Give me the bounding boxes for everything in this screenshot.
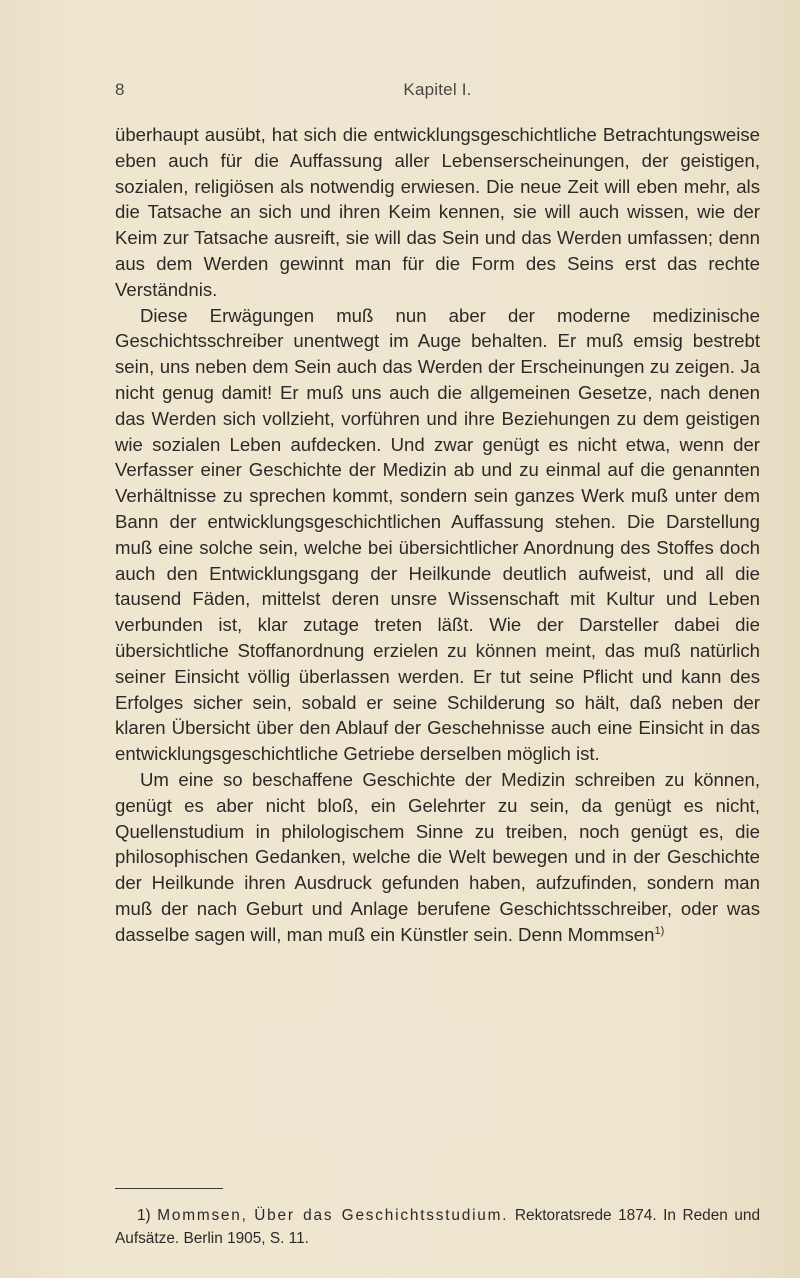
paragraph-3-text: Um eine so beschaffene Geschichte der Medizin schreiben zu können, genügt es aber nicht bloß, ein Gelehrter zu sein, da genügt es nicht, Quellenstudium in philologischem Sinne zu treiben, noch genügt es, die philosophischen Gedanken, welche die Welt bewegen und in der Geschichte der Heilkunde ihren Ausdruck gefunden haben, aufzufinden, sondern man muß der nach Geburt und Anlage berufene Geschichtsschreiber, oder was dasselbe sagen will, man muß ein Künstler sein. Denn Mommsen xyxy=(115,768,760,945)
footnote-marker: 1) xyxy=(137,1207,151,1224)
footnote-rule xyxy=(115,1188,223,1189)
paragraph-2: Diese Erwägungen muß nun aber der moderne medizinische Geschichtsschreiber unentwegt im Auge behalten. Er muß emsig bestrebt sein, uns neben dem Sein auch das Werden der Erscheinungen zu zeigen. Ja nicht genug damit! Er muß uns auch die allgemeinen Gesetze, nach denen das Werden sich vollzieht, vorführen und ihre Beziehungen zu dem geistigen wie sozialen Leben aufdecken. Und zwar genügt es nicht etwa, wenn der Verfasser einer Geschichte der Medizin ab und zu einmal auf die genannten Verhältnisse zu sprechen kommt, sondern sein ganzes Werk muß unter dem Bann der entwicklungsgeschichtlichen Auffassung stehen. Die Darstellung muß eine solche sein, welche bei übersichtlicher Anordnung des Stoffes doch auch den Entwicklungsgang der Heilkunde deutlich aufweist, und all die tausend Fäden, mittelst deren unsre Wissenschaft mit Kultur und Leben verbunden ist, klar zutage treten läßt. Wie der Darsteller dabei die übersichtliche Stoffanordnung erzielen zu können meint, das muß natürlich seiner Einsicht völlig überlassen werden. Er tut seine Pflicht und kann des Erfolges sicher sein, sobald er seine Schilderung so hält, daß neben der klaren Übersicht über den Ablauf der Geschehnisse auch eine Einsicht in das entwicklungsgeschichtliche Getriebe derselben möglich ist. xyxy=(115,304,760,765)
page-number: 8 xyxy=(115,80,125,99)
paragraph-3 xyxy=(115,767,760,948)
footnote xyxy=(115,1204,760,1250)
footnote-reference: 1) xyxy=(654,924,665,937)
footnote-rest: Rektoratsrede 1874. In Reden und Aufsätze. Berlin 1905, S. 11. xyxy=(115,1207,761,1247)
footnote-title: Über das Geschichtsstudium. xyxy=(254,1207,509,1224)
running-head: Kapitel I. xyxy=(403,80,472,99)
footnote-author: Mommsen, xyxy=(157,1207,248,1224)
page-header xyxy=(115,80,760,104)
body-text xyxy=(115,122,760,948)
paragraph-1: überhaupt ausübt, hat sich die entwicklungsgeschichtliche Betrachtungsweise eben auch für die Auffassung aller Lebenserscheinungen, der geistigen, sozialen, religiösen als notwendig erwiesen. Die neue Zeit will eben mehr, als die Tatsache an sich und ihren Keim kennen, sie will auch wissen, wie der Keim zur Tatsache ausreift, sie will das Sein und das Werden umfassen; denn aus dem Werden gewinnt man für die Form des Seins erst das rechte Verständnis. xyxy=(115,124,760,300)
